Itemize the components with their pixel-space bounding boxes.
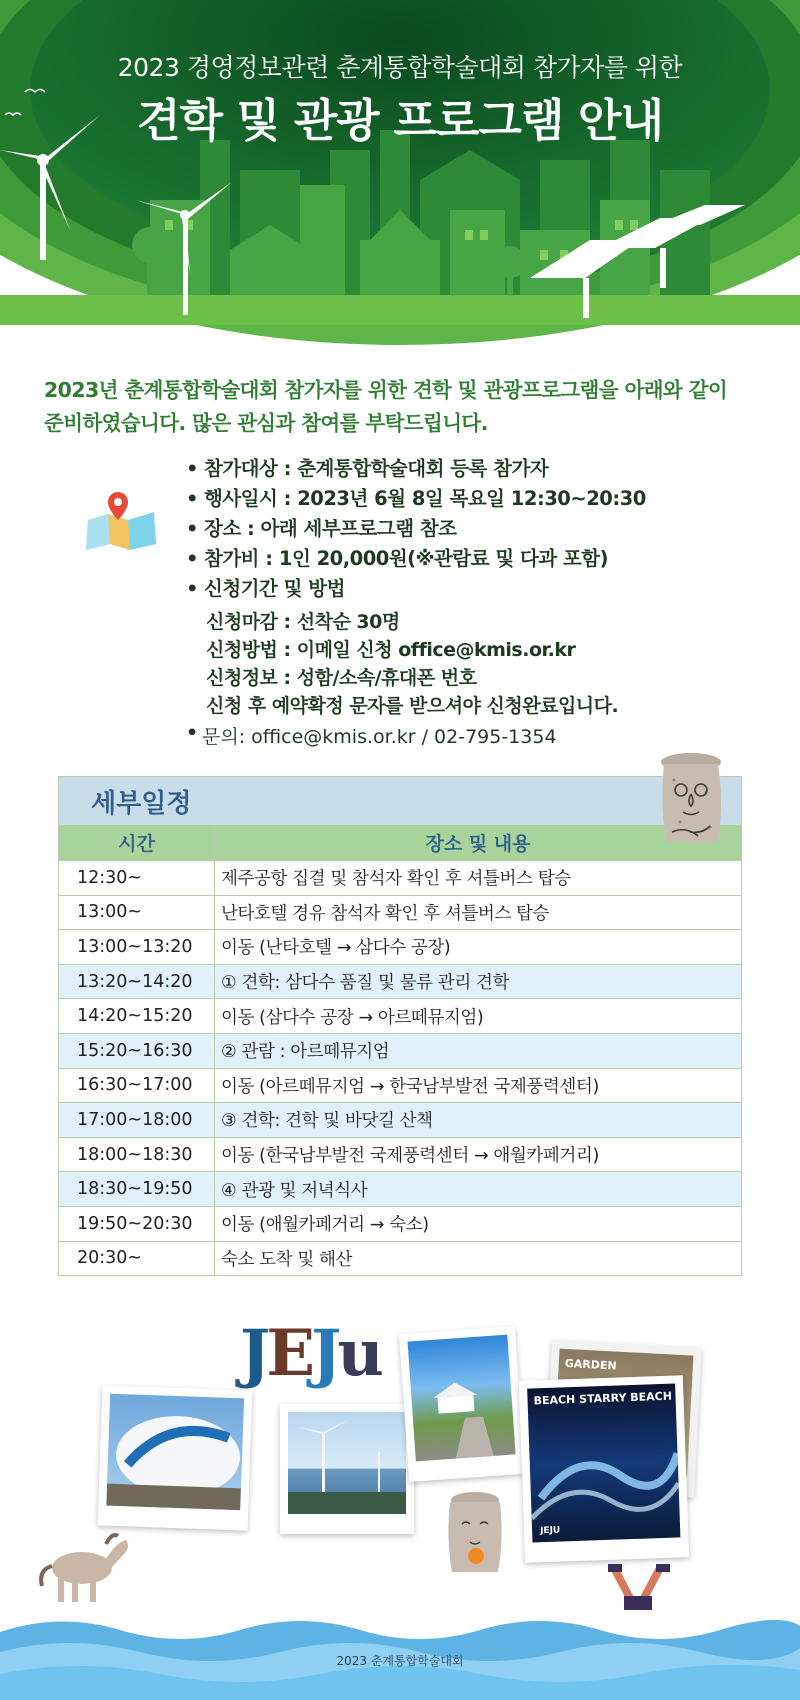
table-row	[59, 1102, 741, 1137]
wind-turbine-icon	[288, 1412, 406, 1514]
info-datetime: • 행사일시 : 2023년 6월 8일 목요일 12:30~20:30	[186, 484, 766, 514]
horse-icon	[36, 1526, 136, 1610]
jeju-logo	[240, 1316, 380, 1391]
table-row	[59, 895, 741, 930]
row-content: 이동 (한국남부발전 국제풍력센터 → 애월카페거리)	[221, 1146, 599, 1167]
row-content: 난타호텔 경유 참석자 확인 후 셔틀버스 탑승	[221, 903, 550, 924]
schedule-column-headers	[59, 825, 741, 860]
jeju-photo-collage	[0, 1300, 800, 1700]
wind-farm-photo	[280, 1404, 414, 1534]
row-time: 14:20~15:20	[59, 999, 215, 1033]
info-method: 신청방법 : 이메일 신청 office@kmis.or.kr	[206, 639, 576, 661]
schedule-header	[59, 777, 741, 825]
row-content: ② 관람 : 아르떼뮤지엄	[221, 1042, 390, 1063]
row-time: 12:30~	[59, 861, 215, 895]
dolhareubang-icon	[650, 752, 732, 850]
logo-letter: J	[311, 1316, 338, 1391]
row-content: 이동 (아르떼뮤지엄 → 한국남부발전 국제풍력센터)	[221, 1076, 599, 1097]
contact-info[interactable]: • 문의: office@kmis.or.kr / 02-795-1354	[186, 722, 557, 749]
table-row	[59, 860, 741, 895]
table-row	[59, 1241, 741, 1276]
row-time: 18:30~19:50	[59, 1172, 215, 1206]
column-content: 장소 및 내용	[425, 833, 531, 855]
row-time: 13:00~13:20	[59, 930, 215, 964]
row-time: 13:20~14:20	[59, 965, 215, 999]
table-row	[59, 964, 741, 999]
jeju-tag: JEJU	[539, 1525, 561, 1537]
coastal-path-photo	[399, 1326, 525, 1482]
row-content: 이동 (난타호텔 → 삼다수 공장)	[221, 938, 451, 959]
row-content: ① 견학: 삼다수 품질 및 물류 관리 견학	[221, 973, 509, 994]
row-content: 이동 (삼다수 공장 → 아르떼뮤지엄)	[221, 1007, 484, 1028]
row-content: ③ 견학: 견학 및 바닷길 산책	[221, 1111, 433, 1132]
row-time: 20:30~	[59, 1242, 215, 1276]
footer-text: 2023 춘계통합학술대회	[336, 1654, 464, 1668]
row-time: 16:30~17:00	[59, 1069, 215, 1103]
house-icon	[408, 1335, 516, 1462]
hero-title: 견학 및 관광 프로그램 안내	[137, 94, 663, 147]
logo-letter: u	[337, 1316, 380, 1391]
wave-light-icon	[527, 1383, 680, 1542]
row-content: ④ 관광 및 저녁식사	[221, 1180, 368, 1201]
intro-line-2: 준비하였습니다. 많은 관심과 참여를 부탁드립니다.	[44, 411, 488, 435]
intro-text	[44, 374, 764, 440]
info-fee: • 참가비 : 1인 20,000원(※관람료 및 다과 포함)	[186, 544, 766, 574]
table-row	[59, 929, 741, 964]
row-content: 제주공항 집결 및 참석자 확인 후 셔틀버스 탑승	[221, 869, 571, 890]
info-location: • 장소 : 아래 세부프로그램 참조	[186, 514, 766, 544]
program-info	[186, 454, 766, 720]
row-time: 15:20~16:30	[59, 1034, 215, 1068]
table-row	[59, 1033, 741, 1068]
row-time: 18:00~18:30	[59, 1138, 215, 1172]
table-row	[59, 1068, 741, 1103]
map-pin-icon	[84, 488, 160, 554]
table-row	[59, 1206, 741, 1241]
schedule-table	[58, 776, 742, 1276]
starry-beach-photo	[519, 1375, 689, 1563]
table-row	[59, 1137, 741, 1172]
logo-letter: E	[266, 1316, 312, 1391]
info-deadline: 신청마감 : 선착순 30명	[206, 611, 400, 633]
intro-line-1: 2023년 춘계통합학술대회 참가자를 위한 견학 및 관광프로그램을 아래와 같이	[44, 378, 728, 402]
beach-label: BEACH STARRY BEACH	[533, 1389, 673, 1408]
small-dolhareubang-icon	[440, 1490, 510, 1574]
table-row	[59, 1171, 741, 1206]
row-time: 17:00~18:00	[59, 1103, 215, 1137]
schedule-title: 세부일정	[91, 789, 192, 819]
table-row	[59, 998, 741, 1033]
hero-banner	[0, 0, 800, 345]
info-application: • 신청기간 및 방법	[186, 574, 766, 604]
row-content: 숙소 도착 및 해산	[221, 1249, 353, 1270]
logo-letter: J	[240, 1316, 267, 1391]
garden-label: GARDEN	[564, 1356, 617, 1373]
row-time: 13:00~	[59, 896, 215, 930]
info-required: 신청정보 : 성함/소속/휴대폰 번호	[206, 667, 477, 689]
samdasoo-photo	[98, 1385, 253, 1530]
samdasoo-sign-icon	[106, 1394, 244, 1511]
info-target: • 참가대상 : 춘계통합학술대회 등록 참가자	[186, 454, 766, 484]
info-confirmation: 신청 후 예약확정 문자를 받으셔야 신청완료입니다.	[206, 695, 619, 717]
row-content: 이동 (애월카페거리 → 숙소)	[221, 1215, 429, 1236]
row-time: 19:50~20:30	[59, 1207, 215, 1241]
column-time: 시간	[59, 825, 215, 860]
hero-subtitle: 2023 경영정보관련 춘계통합학술대회 참가자를 위한	[117, 53, 683, 82]
